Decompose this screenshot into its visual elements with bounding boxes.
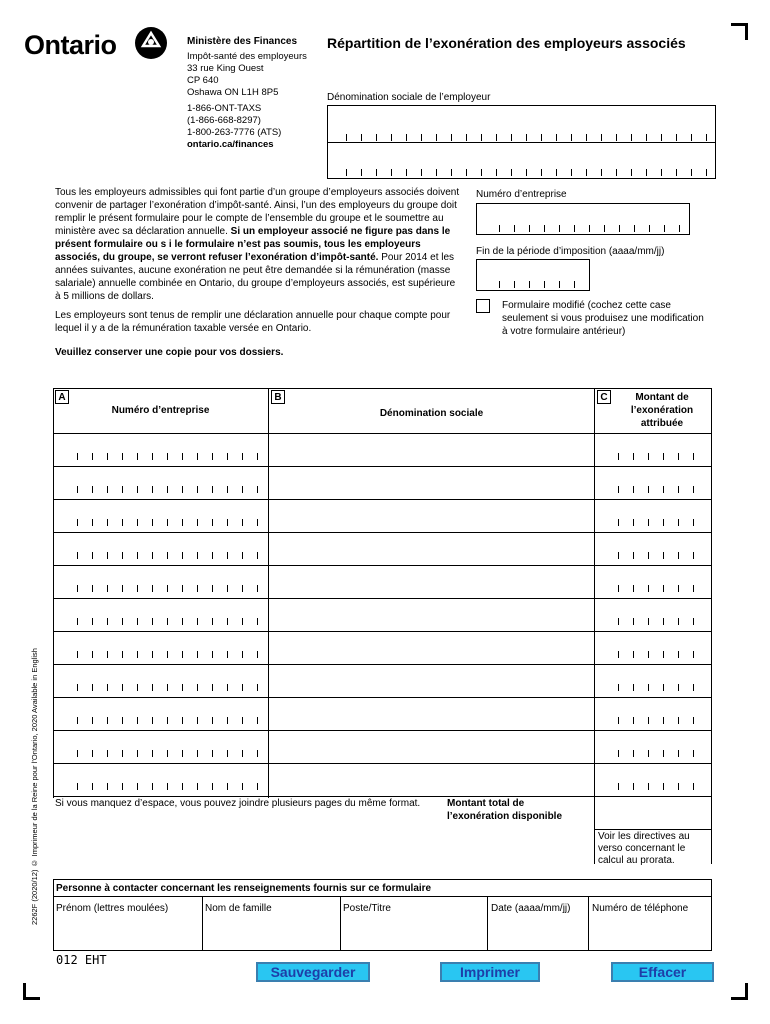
logo-text: Ontario [24,30,117,60]
intro-p2: Les employeurs sont tenus de remplir une déclaration annuelle pour chaque compte pour lequel il y a de la rémunération taxable versée en Ontario. [55,310,451,334]
exemption-amount-cell[interactable] [594,731,711,763]
exemption-amount-cell[interactable] [594,665,711,697]
legal-name-cell[interactable] [269,467,594,499]
exemption-amount-cell[interactable] [594,467,711,499]
business-number-cell[interactable] [53,764,268,796]
table-row [53,599,711,632]
first-name-label: Prénom (lettres moulées) [56,903,169,914]
intro-p1-bold: Si un employeur associé ne figure pas dans le présent formulaire ou s i le formulaire n’est pas soumis, tous les employeurs associés, du groupe, se verront refuser l’exonération d’impôt-santé. [55,226,451,263]
legal-name-cell[interactable] [269,434,594,466]
address-line-2: 33 rue King Ouest [187,63,264,74]
intro-text [55,186,460,359]
keep-copy-note: Veuillez conserver une copie pour vos dossiers. [55,347,284,358]
exemption-amount-cell[interactable] [594,698,711,730]
intro-p1: Tous les employeurs admissibles qui font partie d’un groupe d’employeurs associés doivent convenir de partager l’exonération d’impôt-santé. Ainsi, l’un des employeurs du groupe doit remplir le présent formulaire pour le compte de l’ensemble du groupe et le soumettre au ministère avec sa déclaration annuelle. [55,187,460,237]
total-label: Montant total de l’exonération disponible [447,798,563,822]
prorata-note: Voir les directives au verso concernant le calcul au prorata. [598,831,690,866]
table-row [53,764,711,797]
print-button[interactable]: Imprimer [440,962,540,982]
legal-name-cell[interactable] [269,566,594,598]
intro-p1-tail: Pour 2014 et les années suivantes, aucune exonération ne peut être demandée si la rémunération (masse salariale) annuelle combinée en Ontario, du groupe d’employeurs associés, est supérieure à 5 millions de dollars. [55,252,456,302]
col-c-letter: C [597,390,611,404]
business-number-cell[interactable] [53,434,268,466]
table-row [53,665,711,698]
amended-checkbox[interactable] [476,299,490,313]
phone-line-2: (1-866-668-8297) [187,115,261,126]
business-number-label: Numéro d’entreprise [476,189,567,200]
phone-line-3: 1-800-263-7776 (ATS) [187,127,282,138]
exemption-amount-cell[interactable] [594,434,711,466]
table-row [53,566,711,599]
first-name-field[interactable] [56,902,200,948]
phone-line-1: 1-866-ONT-TAXS [187,103,262,114]
business-number-field[interactable] [476,203,690,235]
col-b-letter: B [271,390,285,404]
legal-name-cell[interactable] [269,599,594,631]
table-row [53,731,711,764]
form-title: Répartition de l’exonération des employeurs associés [327,35,686,51]
table-row [53,467,711,500]
business-number-cell[interactable] [53,566,268,598]
legal-name-cell[interactable] [269,698,594,730]
employer-name-field[interactable] [327,105,716,179]
col-c-title: Montant de l’exonération attribuée [630,392,694,429]
space-note: Si vous manquez d’espace, vous pouvez joindre plusieurs pages du même format. [55,798,421,809]
business-number-cell[interactable] [53,632,268,664]
date-field[interactable] [491,902,586,948]
last-name-label: Nom de famille [205,903,272,914]
total-field[interactable] [595,797,711,830]
ministry-name: Ministère des Finances [187,36,298,47]
ministry-block [187,36,327,151]
table-row [53,434,711,467]
crop-mark-bottom-left [23,983,40,1000]
col-b-title: Dénomination sociale [379,408,484,419]
exemption-amount-cell[interactable] [594,764,711,796]
last-name-field[interactable] [205,902,338,948]
col-a-title: Numéro d’entreprise [111,405,210,416]
legal-name-cell[interactable] [269,632,594,664]
legal-name-cell[interactable] [269,731,594,763]
clear-button[interactable]: Effacer [611,962,714,982]
crop-mark-top-right [731,23,748,40]
position-label: Poste/Titre [343,903,391,914]
address-line-3: CP 640 [187,75,219,86]
phone-label: Numéro de téléphone [592,903,689,914]
table-row [53,632,711,665]
exemption-amount-cell[interactable] [594,533,711,565]
col-b-header [269,389,594,433]
exemption-amount-cell[interactable] [594,566,711,598]
legal-name-cell[interactable] [269,665,594,697]
crop-mark-bottom-right [731,983,748,1000]
contact-title: Personne à contacter concernant les renseignements fournis sur ce formulaire [56,883,432,894]
position-field[interactable] [343,902,485,948]
legal-name-cell[interactable] [269,764,594,796]
trillium-icon [134,26,168,60]
business-number-cell[interactable] [53,467,268,499]
legal-name-cell[interactable] [269,500,594,532]
date-label: Date (aaaa/mm/jj) [491,903,571,914]
exemption-amount-cell[interactable] [594,632,711,664]
business-number-cell[interactable] [53,698,268,730]
business-number-cell[interactable] [53,731,268,763]
col-a-letter: A [55,390,69,404]
amended-label: Formulaire modifié (cochez cette case seulement si vous produisez une modification à votre formulaire antérieur) [502,300,704,337]
exemption-amount-cell[interactable] [594,500,711,532]
business-number-cell[interactable] [53,533,268,565]
period-end-label: Fin de la période d’imposition (aaaa/mm/jj) [476,246,665,257]
business-number-cell[interactable] [53,665,268,697]
side-legal-text: 2262F (2020/12) © Imprimeur de la Reine pour l’Ontario, 2020 Available in English [30,648,39,925]
employer-name-label: Dénomination sociale de l’employeur [327,92,491,103]
table-row [53,500,711,533]
table-row [53,533,711,566]
table-row [53,698,711,731]
col-c-header [595,389,711,433]
period-end-field[interactable] [476,259,590,291]
address-line-1: Impôt-santé des employeurs [187,51,307,62]
save-button[interactable]: Sauvegarder [256,962,370,982]
business-number-cell[interactable] [53,500,268,532]
address-line-4: Oshawa ON L1H 8P5 [187,87,279,98]
phone-field[interactable] [592,902,710,948]
exemption-amount-cell[interactable] [594,599,711,631]
legal-name-cell[interactable] [269,533,594,565]
col-a-header [53,389,268,433]
form-code: 012 EHT [56,953,107,967]
website: ontario.ca/finances [187,139,274,150]
business-number-cell[interactable] [53,599,268,631]
